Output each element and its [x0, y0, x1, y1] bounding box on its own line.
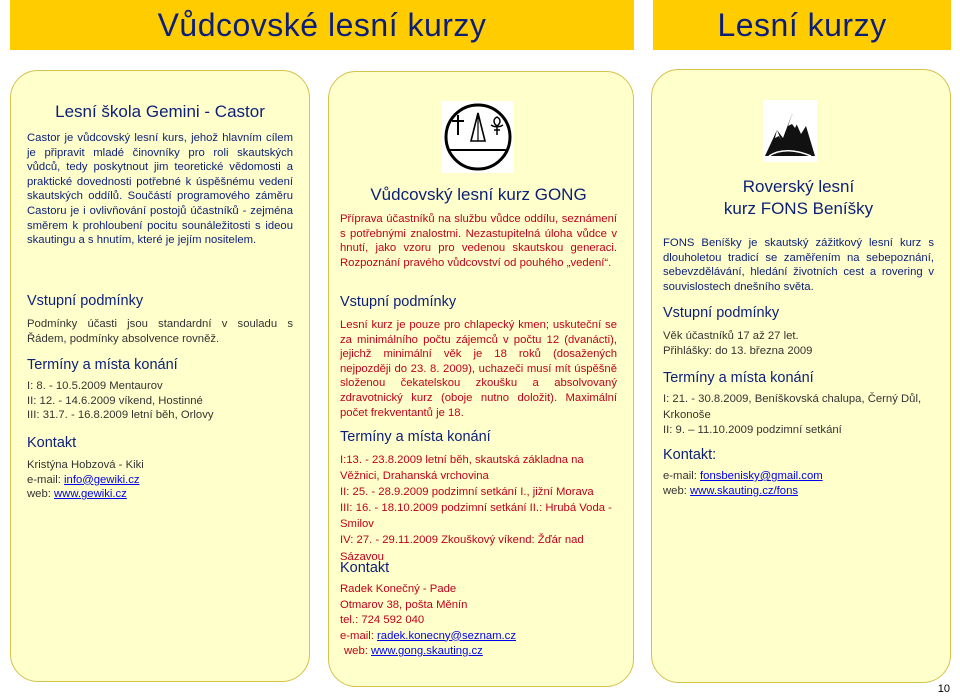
- gong-dates-heading: Termíny a místa konání: [340, 429, 491, 445]
- fons-web-link[interactable]: www.skauting.cz/fons: [690, 484, 799, 497]
- fons-email-row: [663, 469, 934, 484]
- page-number: 10: [937, 683, 950, 695]
- left-banner: [10, 0, 634, 50]
- gong-dates-list: [329, 452, 633, 565]
- web-label: web:: [27, 488, 55, 501]
- fons-conditions: [652, 329, 950, 358]
- email-label: e-mail:: [663, 470, 701, 482]
- fons-contact-heading: Kontakt:: [663, 447, 717, 463]
- castor-title: Lesní škola Gemini - Castor: [55, 102, 265, 121]
- fons-panel: [651, 69, 951, 683]
- fons-intro: FONS Beníšky je skautský zážitkový lesní kurz s dlouholetou tradicí se zaměřením na sebepoznání, sebevzdělávání, hledání životních cest a rovering v souvislostech dnešního světa.: [663, 237, 934, 293]
- right-banner-title: Lesní kurzy: [717, 6, 887, 43]
- fons-condition-item: Přihlášky: do 13. března 2009: [663, 344, 813, 357]
- gong-intro: Příprava účastníků na službu vůdce oddílu, seznámení s potřebnými znalostmi. Nezastupitelná úloha vůdce v hnutí, jako vzoru pro vedenou skautskou generaci. Rozpoznání pravého vůdcovství od pouhého „vedení“.: [340, 213, 617, 269]
- web-label: web:: [344, 645, 372, 657]
- gong-conditions-heading: Vstupní podmínky: [340, 294, 457, 310]
- left-banner-title: Vůdcovské lesní kurzy: [157, 6, 487, 43]
- castor-dates-list: [11, 379, 309, 423]
- right-banner: [653, 0, 951, 50]
- castor-date-item: III: 31.7. - 16.8.2009 letní běh, Orlovy: [27, 409, 214, 422]
- castor-email-link[interactable]: info@gewiki.cz: [64, 473, 140, 486]
- castor-web-row: [27, 487, 293, 502]
- fons-email-link[interactable]: fonsbenisky@gmail.com: [700, 470, 823, 482]
- fons-dates-heading: Termíny a místa konání: [663, 370, 814, 386]
- gong-contact-phone: tel.: 724 592 040: [340, 614, 425, 626]
- fons-title-line2: kurz FONS Beníšky: [723, 199, 874, 218]
- gong-date-item: II: 25. - 28.9.2009 podzimní setkání I., jižní Morava: [340, 486, 594, 499]
- castor-intro: Castor je vůdcovský lesní kurs, jehož hlavním cílem je připravit mladé činovníky pro roli skautských vůdců, tedy poskytnout jim teoretické vědomosti a praktické dovednosti potřebné k úspěšnému vedení skautských oddílů. Součástí programového záměru Castoru je i ovlivňování postojů účastníků - zejména směrem k prohloubení pocitu sounáležitosti s ideou skautingu a s hnutím, které je jejím nositelem.: [27, 132, 293, 247]
- castor-date-item: I: 8. - 10.5.2009 Mentaurov: [27, 380, 163, 392]
- castor-contact: [11, 458, 309, 502]
- gong-course-emblem-icon: [442, 101, 514, 173]
- fons-date-item: I: 21. - 30.8.2009, Beníškovská chalupa, Černý Důl, Krkonoše: [663, 393, 922, 421]
- gong-logo: [442, 101, 514, 173]
- castor-contact-heading: Kontakt: [27, 435, 77, 451]
- castor-panel: [10, 70, 310, 682]
- gong-contact: [329, 582, 633, 660]
- email-label: e-mail:: [27, 473, 65, 486]
- web-label: web:: [663, 484, 691, 497]
- mountain-peaks-logo-icon: [763, 100, 817, 162]
- fons-title-line1: Roverský lesní: [742, 177, 855, 196]
- fons-logo: [763, 100, 817, 162]
- fons-date-item: II: 9. – 11.10.2009 podzimní setkání: [663, 424, 842, 436]
- castor-conditions-text: Podmínky účasti jsou standardní v souladu s Řádem, podmínky absolvence rovněž.: [27, 318, 293, 345]
- gong-contact-address: Otmarov 38, pošta Měnín: [340, 598, 468, 611]
- fons-dates-list: [652, 392, 950, 439]
- gong-contact-heading: Kontakt: [340, 560, 390, 576]
- gong-title: Vůdcovský lesní kurz GONG: [370, 185, 587, 204]
- gong-email-link[interactable]: radek.konecny@seznam.cz: [377, 629, 516, 642]
- fons-condition-item: Věk účastníků 17 až 27 let.: [663, 330, 799, 342]
- fons-conditions-heading: Vstupní podmínky: [663, 305, 780, 321]
- gong-email-row: [340, 629, 617, 645]
- gong-date-item: III: 16. - 18.10.2009 podzimní setkání II.: Hrubá Voda - Smilov: [340, 502, 612, 531]
- gong-contact-name: Radek Konečný - Pade: [340, 583, 457, 595]
- gong-panel: [328, 71, 634, 687]
- email-label: e-mail:: [340, 629, 378, 642]
- castor-email-row: [27, 473, 293, 488]
- fons-title: [652, 176, 950, 220]
- gong-conditions-text: Lesní kurz je pouze pro chlapecký kmen; uskuteční se za minimálního počtu zájemců v počtu 12 (dvanácti), jejichž minimální věk je 18 roků (dosažených nejpozději do 23. 8. 2009), uchazeči musí mít úspěšně složenou čekatelskou zkoušku a absolvovaný zdravotnický kurz (oboje nutno doložit). Maximální počet frekventantů je 18.: [340, 319, 617, 419]
- gong-date-item: I:13. - 23.8.2009 letní běh, skautská základna na Věžnici, Drahanská vrchovina: [340, 454, 584, 483]
- gong-web-link[interactable]: www.gong.skauting.cz: [371, 645, 483, 657]
- castor-dates-heading: Termíny a místa konání: [27, 357, 178, 373]
- castor-date-item: II: 12. - 14.6.2009 víkend, Hostinné: [27, 394, 203, 407]
- castor-web-link[interactable]: www.gewiki.cz: [54, 488, 127, 501]
- fons-contact: [652, 469, 950, 498]
- castor-contact-name: Kristýna Hobzová - Kiki: [27, 459, 144, 471]
- fons-web-row: [663, 484, 934, 499]
- castor-conditions-heading: Vstupní podmínky: [27, 293, 144, 309]
- gong-date-item: IV: 27. - 29.11.2009 Zkouškový víkend: Žďár nad Sázavou: [340, 534, 584, 563]
- gong-web-row: [340, 644, 617, 660]
